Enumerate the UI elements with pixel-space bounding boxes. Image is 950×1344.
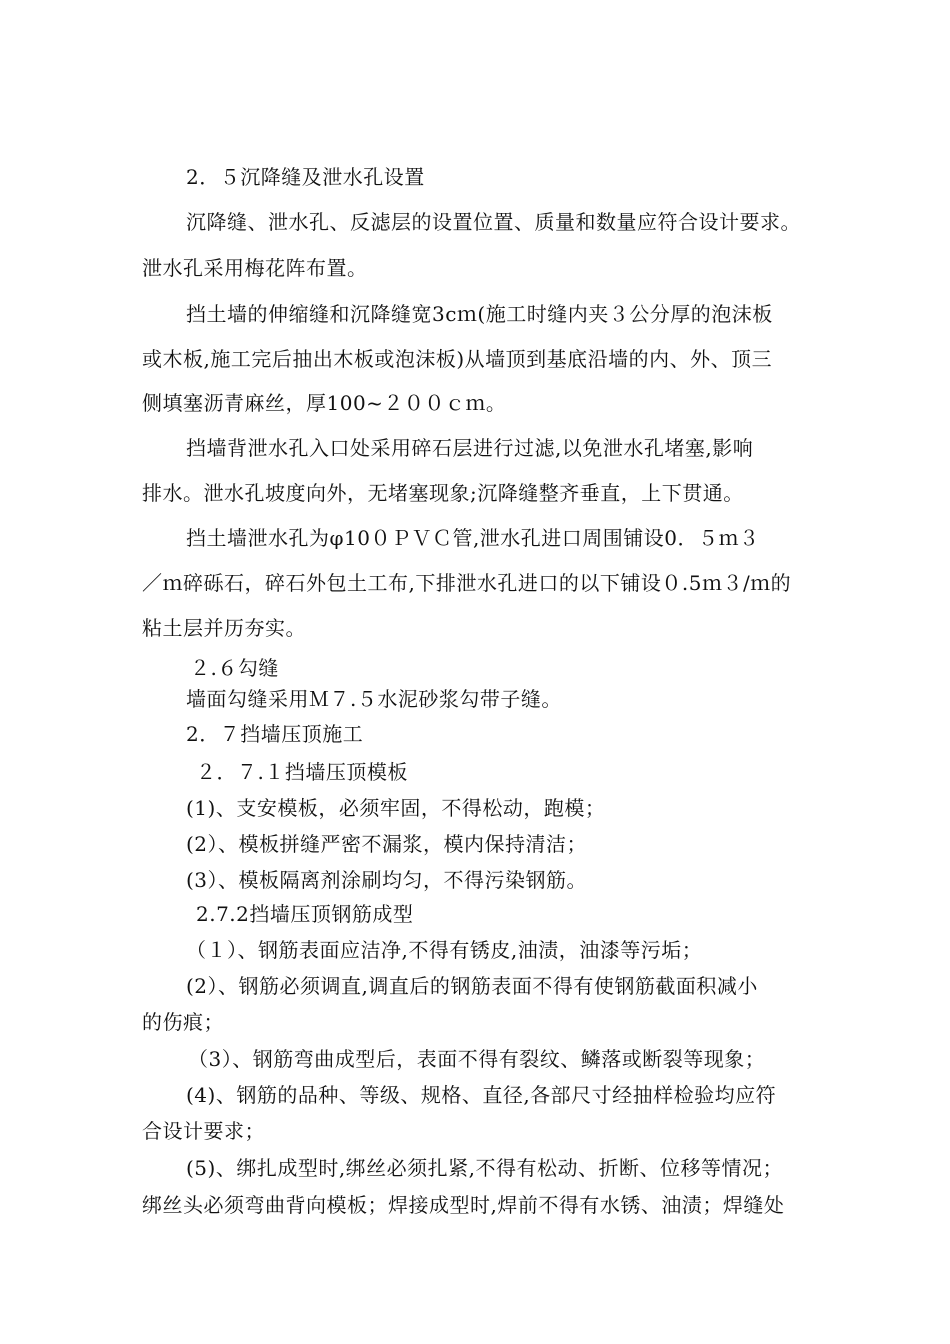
paragraph-line: 墙面勾缝采用Ｍ７.５水泥砂浆勾带子缝。: [186, 687, 562, 711]
paragraph-line: 排水。泄水孔坡度向外，无堵塞现象;沉降缝整齐垂直，上下贯通。: [142, 481, 744, 505]
list-item: (2）、钢筋必须调直,调直后的钢筋表面不得有使钢筋截面积减小: [186, 974, 758, 998]
paragraph-line: 侧填塞沥青麻丝，厚100~２００ｃｍ。: [142, 391, 507, 415]
list-item: (1)、支安模板，必须牢固，不得松动，跑模；: [186, 796, 606, 820]
paragraph-line: 挡土墙泄水孔为φ10０ＰＶＣ管,泄水孔进口周围铺设0．５ｍ３: [186, 526, 760, 550]
paragraph-line: ／ｍ碎砾石，碎石外包土工布,下排泄水孔进口的以下铺设０.5ｍ３/ｍ的: [142, 571, 792, 595]
list-item-continuation: 合设计要求；: [142, 1119, 265, 1143]
list-item-continuation: 绑丝头必须弯曲背向模板；焊接成型时,焊前不得有水锈、油渍；焊缝处: [142, 1193, 785, 1217]
paragraph-line: 泄水孔采用梅花阵布置。: [142, 256, 368, 280]
heading-2-7-1: ２．７.１挡墙压顶模板: [196, 760, 408, 784]
list-item: (3）、模板隔离剂涂刷均匀，不得污染钢筋。: [186, 868, 588, 892]
list-item: （１）、钢筋表面应洁净,不得有锈皮,油渍，油漆等污垢；: [186, 938, 703, 962]
paragraph-line: 粘土层并历夯实。: [142, 616, 306, 640]
heading-2-5: 2．５沉降缝及泄水孔设置: [186, 165, 425, 189]
list-item: (4)、钢筋的品种、等级、规格、直径,各部尺寸经抽样检验均应符: [186, 1083, 777, 1107]
paragraph-line: 沉降缝、泄水孔、反滤层的设置位置、质量和数量应符合设计要求。: [186, 210, 801, 234]
list-item: (2）、模板拼缝严密不漏浆，模内保持清洁；: [186, 832, 588, 856]
paragraph-line: 或木板,施工完后抽出木板或泡沫板)从墙顶到基底沿墙的内、外、顶三: [142, 347, 773, 371]
heading-2-7: 2．７挡墙压顶施工: [186, 722, 364, 746]
paragraph-line: 挡墙背泄水孔入口处采用碎石层进行过滤,以免泄水孔堵塞,影响: [186, 436, 754, 460]
paragraph-line: 挡土墙的伸缩缝和沉降缝宽3cｍ(施工时缝内夹３公分厚的泡沫板: [186, 302, 773, 326]
list-item-continuation: 的伤痕；: [142, 1010, 224, 1034]
list-item: (5)、绑扎成型时,绑丝必须扎紧,不得有松动、折断、位移等情况；: [186, 1156, 784, 1180]
heading-2-7-2: 2.7.2挡墙压顶钢筋成型: [196, 902, 414, 926]
heading-2-6: ２.６勾缝: [190, 656, 279, 680]
list-item: （3）、钢筋弯曲成型后，表面不得有裂纹、鳞落或断裂等现象；: [188, 1047, 766, 1071]
